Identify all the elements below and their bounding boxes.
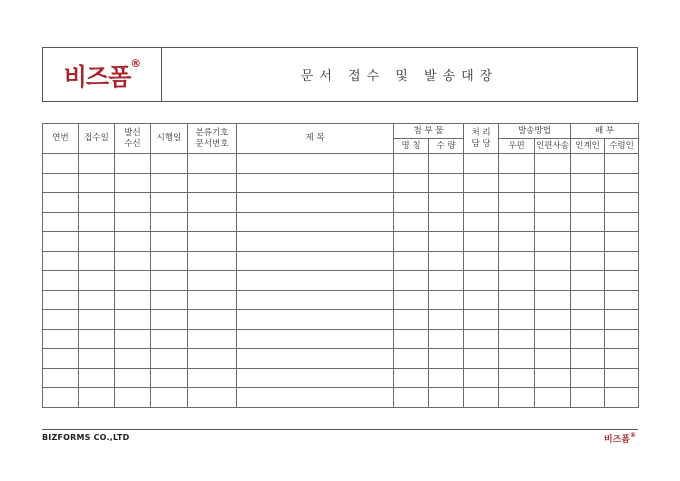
table-cell[interactable] [237, 388, 394, 408]
table-row [43, 212, 639, 232]
table-cell[interactable] [571, 290, 605, 310]
table-cell[interactable] [605, 310, 639, 330]
table-cell[interactable] [394, 349, 429, 369]
table-cell[interactable] [151, 368, 188, 388]
table-row [43, 368, 639, 388]
table-row [43, 329, 639, 349]
table-cell[interactable] [571, 154, 605, 174]
table-cell[interactable] [188, 251, 237, 271]
table-cell[interactable] [394, 310, 429, 330]
table-cell[interactable] [188, 232, 237, 252]
table-cell[interactable] [571, 232, 605, 252]
table-cell[interactable] [464, 271, 499, 291]
table-cell[interactable] [237, 212, 394, 232]
table-cell[interactable] [394, 290, 429, 310]
table-cell[interactable] [151, 310, 188, 330]
table-cell[interactable] [115, 212, 151, 232]
table-cell[interactable] [237, 251, 394, 271]
table-cell[interactable] [535, 251, 571, 271]
table-cell[interactable] [151, 329, 188, 349]
table-row [43, 290, 639, 310]
col-subject: 제 목 [237, 124, 394, 154]
table-cell[interactable] [79, 329, 115, 349]
table-cell[interactable] [429, 193, 464, 213]
table-cell[interactable] [499, 290, 535, 310]
table-cell[interactable] [571, 212, 605, 232]
table-cell[interactable] [188, 173, 237, 193]
table-cell[interactable] [394, 368, 429, 388]
table-cell[interactable] [464, 329, 499, 349]
table-cell[interactable] [43, 290, 79, 310]
table-cell[interactable] [237, 173, 394, 193]
table-cell[interactable] [237, 290, 394, 310]
table-cell[interactable] [79, 271, 115, 291]
table-cell[interactable] [499, 154, 535, 174]
table-cell[interactable] [571, 271, 605, 291]
table-cell[interactable] [464, 310, 499, 330]
table-cell[interactable] [237, 154, 394, 174]
table-cell[interactable] [571, 368, 605, 388]
table-cell[interactable] [43, 251, 79, 271]
table-cell[interactable] [237, 349, 394, 369]
col-send-method: 발송방법 [499, 124, 571, 139]
table-row [43, 173, 639, 193]
table-cell[interactable] [605, 329, 639, 349]
table-cell[interactable] [464, 290, 499, 310]
table-cell[interactable] [429, 271, 464, 291]
table-cell[interactable] [464, 154, 499, 174]
table-cell[interactable] [571, 310, 605, 330]
col-handler: 처 리 담 당 [464, 124, 499, 154]
table-cell[interactable] [115, 368, 151, 388]
table-cell[interactable] [151, 173, 188, 193]
col-attachment: 첨 부 물 [394, 124, 464, 139]
table-cell[interactable] [79, 173, 115, 193]
table-cell[interactable] [535, 290, 571, 310]
table-cell[interactable] [115, 290, 151, 310]
table-cell[interactable] [464, 212, 499, 232]
table-cell[interactable] [464, 388, 499, 408]
table-cell[interactable] [115, 349, 151, 369]
table-cell[interactable] [394, 251, 429, 271]
table-cell[interactable] [429, 310, 464, 330]
document-title: 문서 접수 및 발송대장 [300, 69, 499, 84]
table-cell[interactable] [535, 232, 571, 252]
table-cell[interactable] [151, 388, 188, 408]
bizforms-logo: 비즈폼® [63, 57, 141, 91]
table-cell[interactable] [499, 173, 535, 193]
table-cell[interactable] [571, 193, 605, 213]
table-cell[interactable] [237, 271, 394, 291]
table-cell[interactable] [571, 173, 605, 193]
table-row [43, 388, 639, 408]
col-courier: 인편사송 [535, 139, 571, 154]
table-cell[interactable] [394, 212, 429, 232]
table-cell[interactable] [188, 388, 237, 408]
table-cell[interactable] [464, 173, 499, 193]
table-cell[interactable] [151, 271, 188, 291]
table-cell[interactable] [115, 232, 151, 252]
table-cell[interactable] [43, 154, 79, 174]
table-cell[interactable] [237, 232, 394, 252]
ledger-body [43, 154, 639, 408]
table-cell[interactable] [499, 232, 535, 252]
col-mail: 우편 [499, 139, 535, 154]
table-cell[interactable] [115, 388, 151, 408]
table-cell[interactable] [499, 251, 535, 271]
table-cell[interactable] [237, 368, 394, 388]
table-cell[interactable] [535, 329, 571, 349]
table-cell[interactable] [79, 154, 115, 174]
table-cell[interactable] [188, 310, 237, 330]
table-row [43, 271, 639, 291]
table-cell[interactable] [535, 349, 571, 369]
table-cell[interactable] [499, 388, 535, 408]
col-send-receive: 발신 수신 [115, 124, 151, 154]
table-cell[interactable] [464, 368, 499, 388]
table-cell[interactable] [188, 349, 237, 369]
table-cell[interactable] [43, 329, 79, 349]
table-cell[interactable] [79, 212, 115, 232]
table-cell[interactable] [499, 349, 535, 369]
col-attachment-qty: 수 량 [429, 139, 464, 154]
table-cell[interactable] [115, 251, 151, 271]
table-cell[interactable] [151, 349, 188, 369]
ledger-table [42, 123, 639, 408]
table-cell[interactable] [571, 329, 605, 349]
table-cell[interactable] [605, 251, 639, 271]
table-cell[interactable] [464, 349, 499, 369]
table-cell[interactable] [535, 173, 571, 193]
col-attachment-name: 명 칭 [394, 139, 429, 154]
table-cell[interactable] [394, 271, 429, 291]
footer-divider [42, 429, 638, 430]
table-cell[interactable] [394, 232, 429, 252]
table-cell[interactable] [188, 290, 237, 310]
table-cell[interactable] [43, 232, 79, 252]
table-cell[interactable] [79, 232, 115, 252]
table-row [43, 232, 639, 252]
table-cell[interactable] [605, 349, 639, 369]
table-cell[interactable] [79, 349, 115, 369]
table-cell[interactable] [115, 310, 151, 330]
table-cell[interactable] [499, 212, 535, 232]
table-cell[interactable] [151, 154, 188, 174]
table-cell[interactable] [115, 154, 151, 174]
table-cell[interactable] [605, 271, 639, 291]
table-row [43, 349, 639, 369]
table-row [43, 193, 639, 213]
table-cell[interactable] [151, 193, 188, 213]
table-cell[interactable] [188, 271, 237, 291]
table-cell[interactable] [188, 193, 237, 213]
table-cell[interactable] [605, 154, 639, 174]
table-row [43, 251, 639, 271]
table-cell[interactable] [188, 329, 237, 349]
table-cell[interactable] [43, 388, 79, 408]
table-cell[interactable] [464, 232, 499, 252]
table-cell[interactable] [535, 193, 571, 213]
table-cell[interactable] [605, 193, 639, 213]
table-cell[interactable] [394, 154, 429, 174]
table-cell[interactable] [394, 193, 429, 213]
table-cell[interactable] [151, 232, 188, 252]
footer-company: BIZFORMS CO.,LTD [42, 433, 130, 442]
table-cell[interactable] [429, 173, 464, 193]
table-cell[interactable] [535, 310, 571, 330]
table-cell[interactable] [79, 251, 115, 271]
table-cell[interactable] [237, 310, 394, 330]
col-received-date: 접수일 [79, 124, 115, 154]
table-cell[interactable] [237, 329, 394, 349]
table-cell[interactable] [79, 310, 115, 330]
col-handover: 인계인 [571, 139, 605, 154]
header-box [42, 47, 638, 102]
table-cell[interactable] [43, 212, 79, 232]
table-cell[interactable] [464, 251, 499, 271]
table-cell[interactable] [429, 154, 464, 174]
table-cell[interactable] [605, 290, 639, 310]
table-cell[interactable] [464, 193, 499, 213]
table-cell[interactable] [151, 251, 188, 271]
table-cell[interactable] [79, 368, 115, 388]
table-cell[interactable] [429, 290, 464, 310]
table-cell[interactable] [79, 388, 115, 408]
table-cell[interactable] [605, 232, 639, 252]
col-effective-date: 시행일 [151, 124, 188, 154]
table-cell[interactable] [43, 310, 79, 330]
table-cell[interactable] [79, 290, 115, 310]
table-cell[interactable] [188, 212, 237, 232]
table-cell[interactable] [115, 329, 151, 349]
table-cell[interactable] [115, 193, 151, 213]
table-cell[interactable] [115, 271, 151, 291]
table-cell[interactable] [43, 368, 79, 388]
table-cell[interactable] [499, 310, 535, 330]
table-cell[interactable] [151, 212, 188, 232]
table-row [43, 154, 639, 174]
col-distribution: 배 부 [571, 124, 639, 139]
table-cell[interactable] [499, 193, 535, 213]
table-cell[interactable] [605, 368, 639, 388]
table-cell[interactable] [499, 271, 535, 291]
table-cell[interactable] [43, 193, 79, 213]
table-row [43, 310, 639, 330]
table-cell[interactable] [571, 388, 605, 408]
table-cell[interactable] [429, 349, 464, 369]
table-cell[interactable] [151, 290, 188, 310]
footer-logo: 비즈폼® [603, 432, 636, 445]
table-cell[interactable] [394, 388, 429, 408]
table-cell[interactable] [188, 368, 237, 388]
table-cell[interactable] [605, 388, 639, 408]
table-cell[interactable] [43, 173, 79, 193]
table-cell[interactable] [535, 271, 571, 291]
table-cell[interactable] [535, 212, 571, 232]
table-cell[interactable] [429, 329, 464, 349]
table-cell[interactable] [394, 329, 429, 349]
table-cell[interactable] [429, 388, 464, 408]
table-cell[interactable] [43, 349, 79, 369]
col-receiver: 수령인 [605, 139, 639, 154]
table-cell[interactable] [79, 193, 115, 213]
logo-cell [43, 48, 162, 101]
table-cell[interactable] [188, 154, 237, 174]
table-cell[interactable] [429, 232, 464, 252]
table-cell[interactable] [429, 212, 464, 232]
table-cell[interactable] [605, 173, 639, 193]
table-cell[interactable] [535, 368, 571, 388]
table-cell[interactable] [429, 368, 464, 388]
table-cell[interactable] [499, 329, 535, 349]
col-serial: 연번 [43, 124, 79, 154]
col-class-doc-number: 분류기호 문서번호 [188, 124, 237, 154]
table-cell[interactable] [535, 154, 571, 174]
table-cell[interactable] [429, 251, 464, 271]
table-cell[interactable] [43, 271, 79, 291]
table-cell[interactable] [115, 173, 151, 193]
table-cell[interactable] [535, 388, 571, 408]
table-cell[interactable] [571, 349, 605, 369]
table-cell[interactable] [394, 173, 429, 193]
table-cell[interactable] [499, 368, 535, 388]
table-cell[interactable] [571, 251, 605, 271]
table-cell[interactable] [605, 212, 639, 232]
table-cell[interactable] [237, 193, 394, 213]
